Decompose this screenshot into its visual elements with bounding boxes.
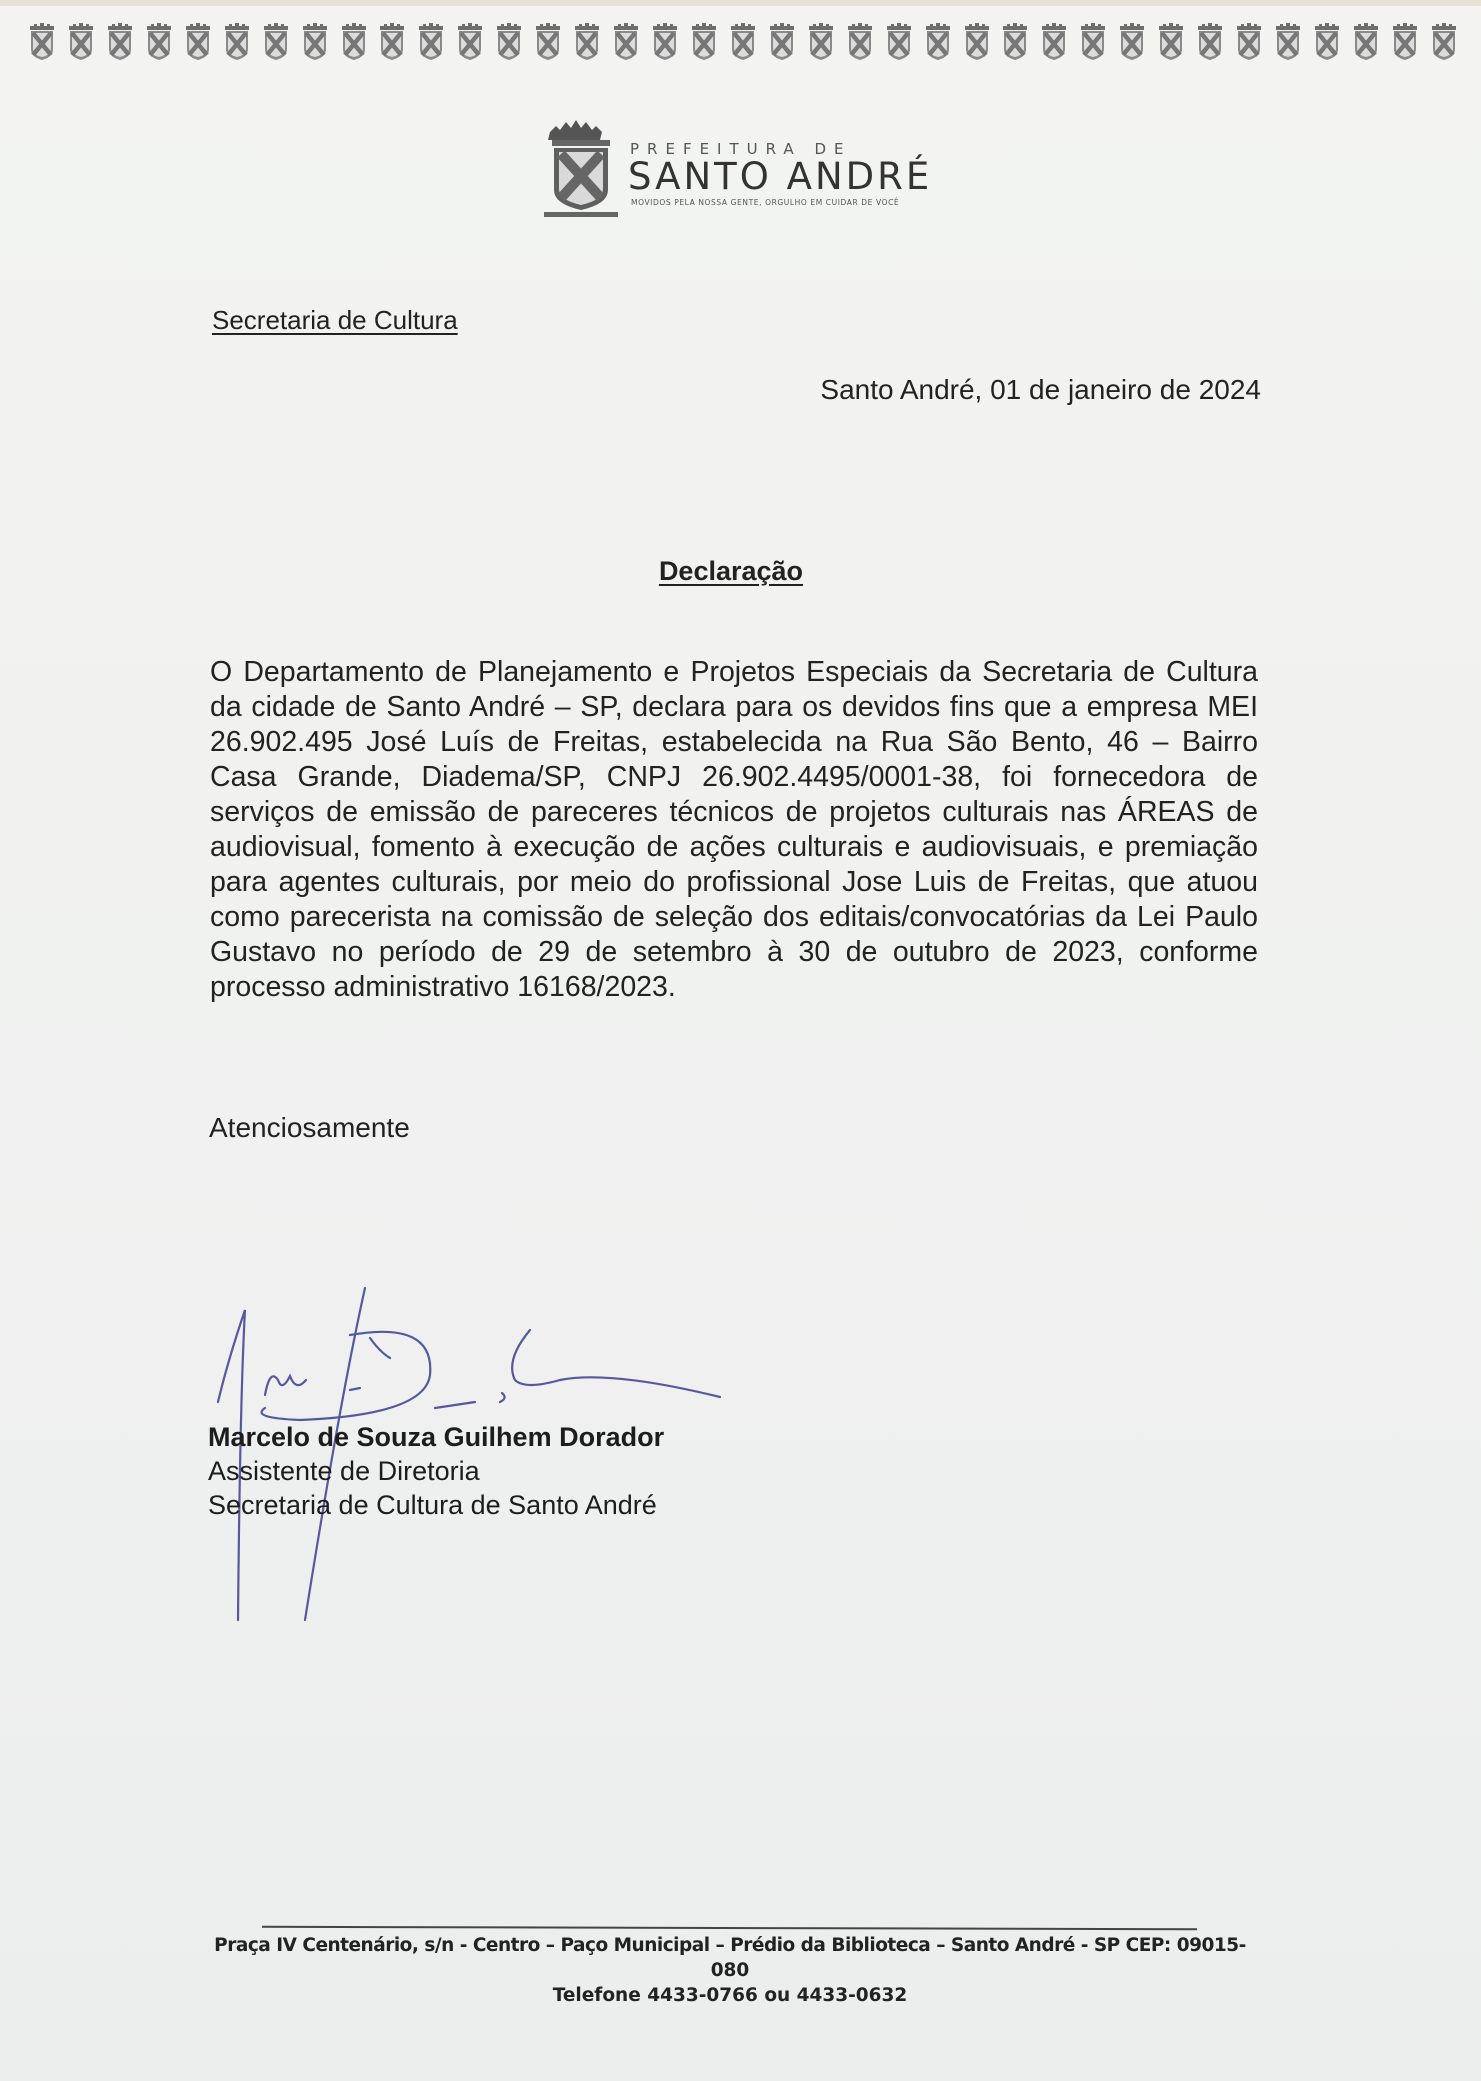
border-crest-icon (807, 22, 835, 62)
border-crest-icon (534, 22, 562, 62)
border-crest-icon (262, 22, 290, 62)
border-crest-icon (1157, 22, 1185, 62)
border-crest-icon (1430, 22, 1458, 62)
signer-role: Assistente de Diretoria (208, 1456, 480, 1486)
department-heading: Secretaria de Cultura (212, 305, 458, 335)
border-crest-icon (1274, 22, 1302, 62)
border-crest-icon (846, 22, 874, 62)
border-crest-icon (885, 22, 913, 62)
crest-border (28, 22, 1458, 66)
footer-divider (262, 1926, 1197, 1930)
border-crest-icon (1196, 22, 1224, 62)
border-crest-icon (1079, 22, 1107, 62)
footer-address: Praça IV Centenário, s/n - Centro – Paço Municipal – Prédio da Biblioteca – Santo André - SP CEP: 09015- (214, 1935, 1246, 1956)
border-crest-icon (340, 22, 368, 62)
logo-tagline: MOVIDOS PELA NOSSA GENTE, ORGULHO EM CUIDAR DE VOCÊ (631, 198, 900, 207)
border-crest-icon (378, 22, 406, 62)
border-crest-icon (456, 22, 484, 62)
signer-name: Marcelo de Souza Guilhem Dorador (208, 1422, 665, 1452)
border-crest-icon (690, 22, 718, 62)
border-crest-icon (1391, 22, 1419, 62)
border-crest-icon (1235, 22, 1263, 62)
border-crest-icon (28, 22, 56, 62)
border-crest-icon (301, 22, 329, 62)
border-crest-icon (417, 22, 445, 62)
border-crest-icon (223, 22, 251, 62)
footer-address-cep: 080 (710, 1960, 750, 1981)
border-crest-icon (573, 22, 601, 62)
border-crest-icon (1313, 22, 1341, 62)
border-crest-icon (1001, 22, 1029, 62)
border-crest-icon (495, 22, 523, 62)
border-crest-icon (1118, 22, 1146, 62)
closing-salutation: Atenciosamente (209, 1112, 410, 1143)
border-crest-icon (67, 22, 95, 62)
border-crest-icon (924, 22, 952, 62)
border-crest-icon (729, 22, 757, 62)
border-crest-icon (963, 22, 991, 62)
border-crest-icon (612, 22, 640, 62)
letter-date: Santo André, 01 de janeiro de 2024 (820, 374, 1261, 405)
footer-phone: Telefone 4433-0766 ou 4433-0632 (552, 1985, 908, 2006)
paper-edge (0, 0, 1481, 6)
border-crest-icon (145, 22, 173, 62)
footer (210, 1933, 1250, 2008)
border-crest-icon (106, 22, 134, 62)
border-crest-icon (1040, 22, 1068, 62)
logo-prefix: PREFEITURA DE (630, 140, 852, 158)
declaration-body: O Departamento de Planejamento e Projetos Especiais da Secretaria de Cultura da cidade de Santo André – SP, declara para os devidos fins que a empresa MEI 26.902.495 José Luís de Freitas, estabelecida na Rua São Bento, 46 – Bairro Casa Grande, Diadema/SP, CNPJ 26.902.4495/0001-38, foi fornecedora de serviços de emissão de pareceres técnicos de projetos culturais nas ÁREAS de audiovisual, fomento à execução de ações culturais e audiovisuais, e premiação para agentes culturais, por meio do profissional Jose Luis de Freitas, que atuou como parecerista na comissão de seleção dos editais/convocatórias da Lei Paulo Gustavo no período de 29 de setembro à 30 de outubro de 2023, conforme processo administrativo 16168/2023. (210, 656, 1258, 1003)
border-crest-icon (1352, 22, 1380, 62)
border-crest-icon (184, 22, 212, 62)
logo-city-name: SANTO ANDRÉ (628, 155, 933, 198)
prefeitura-logo (542, 118, 942, 218)
border-crest-icon (651, 22, 679, 62)
signer-organization: Secretaria de Cultura de Santo André (208, 1490, 657, 1520)
border-crest-icon (768, 22, 796, 62)
santo-andre-crest-icon (542, 118, 620, 218)
signer-block (208, 1420, 664, 1522)
document-title: Declaração (658, 556, 804, 586)
